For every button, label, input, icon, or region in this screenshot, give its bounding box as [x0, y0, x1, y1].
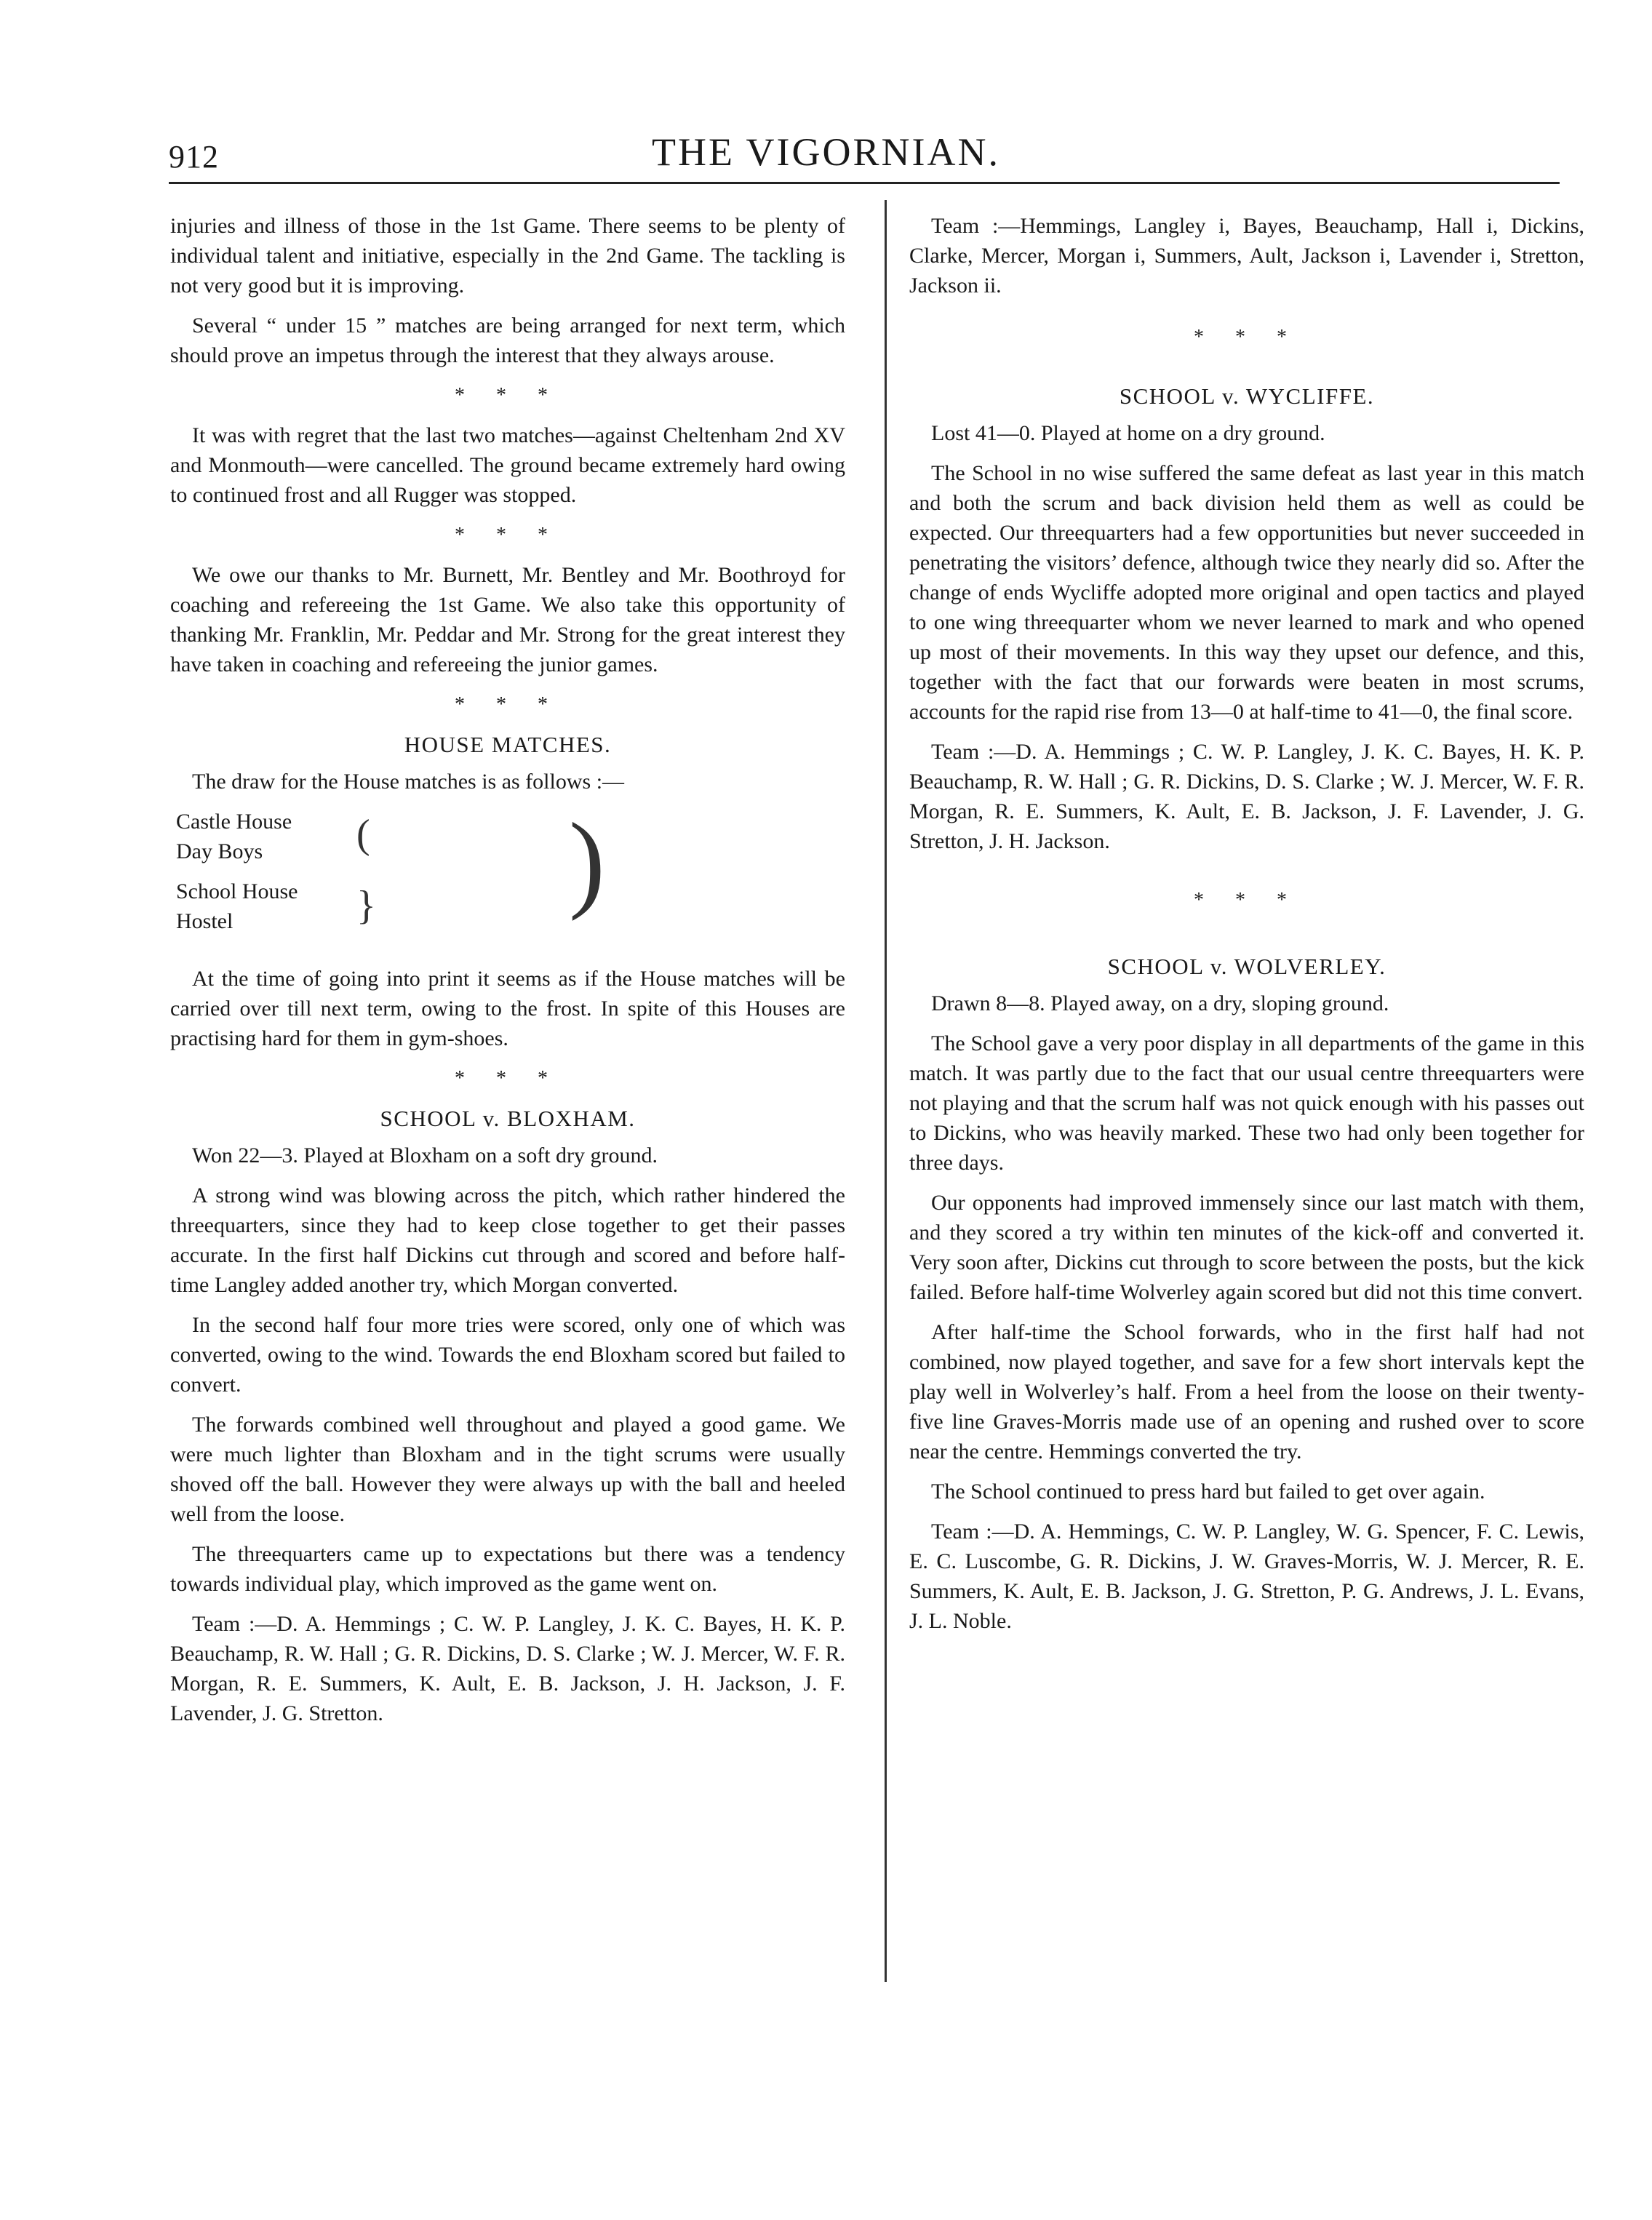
- paragraph: The draw for the House matches is as follows :—: [192, 770, 625, 794]
- header-rule: [169, 182, 1560, 184]
- section-separator: * * *: [455, 524, 561, 546]
- paragraph: The School gave a very poor display in all departments of the game in this match. It was partly due to the fact that our usual centre threequarters were not playing and that the scrum half was not quick enough with his passes out to Dickins, who was heavily marked. These two had only been together for three days.: [909, 1031, 1584, 1175]
- house-draw: [170, 801, 845, 945]
- match-result: Drawn 8—8. Played away, on a dry, sloping ground.: [931, 991, 1389, 1015]
- paragraph: Several “ under 15 ” matches are being arranged for next term, which should prove an impetus through the interest that they always arouse.: [170, 314, 845, 367]
- page-title: THE VIGORNIAN.: [652, 130, 1000, 174]
- match-result: Lost 41—0. Played at home on a dry ground.: [931, 421, 1325, 445]
- bracket-icon: (: [356, 812, 370, 857]
- paragraph: A strong wind was blowing across the pitch, which rather hindered the threequarters, since they had to keep close together to get their passes accurate. In the first half Dickins cut through and scored and before half-time Langley added another try, which Morgan converted.: [170, 1183, 845, 1297]
- right-column: [909, 211, 1584, 1646]
- paragraph: The threequarters came up to expectations but there was a tendency towards individual play, which improved as the game went on.: [170, 1542, 845, 1596]
- section-separator: * * *: [455, 384, 561, 407]
- team-list: Team :—D. A. Hemmings, C. W. P. Langley, W. G. Spencer, F. C. Lewis, E. C. Luscombe, G. R. Dickins, J. W. Graves-Morris, W. J. Mercer, R. E. Summers, K. Ault, E. B. Jackson, J. G. Stretton, P. G. Andrews, J. L. Evans, J. L. Noble.: [909, 1520, 1584, 1633]
- draw-entry: Castle House: [176, 810, 292, 834]
- paragraph: After half-time the School forwards, who in the first half had not combined, now played together, and save for a few short intervals kept the play well in Wolverley’s half. From a heel from the loose on their twenty-five line Graves-Morris made use of an opening and rushed over to score near the centre. Hemmings converted the try.: [909, 1320, 1584, 1464]
- paragraph: At the time of going into print it seems as if the House matches will be carried over till next term, owing to the frost. In spite of this Houses are practising hard for them in gym-shoes.: [170, 967, 845, 1050]
- paragraph: The School continued to press hard but failed to get over again.: [931, 1480, 1485, 1504]
- section-heading-bloxham: SCHOOL v. BLOXHAM.: [380, 1106, 636, 1131]
- left-column: [170, 211, 845, 1738]
- paragraph: The School in no wise suffered the same defeat as last year in this match and both the scrum and back division held them as well as could be expected. Our threequarters had a few opportunities but never succeeded in penetrating the visitors’ defence, although twice they nearly did so. After the change of ends Wycliffe adopted more original and open tactics and played to one wing threequarter whom we never learned to mark and who opened up most of their movements. In this way they upset our defence, and this, together with the fact that our forwards were beaten in most scrums, accounts for the rapid rise from 13—0 at half-time to 41—0, the final score.: [909, 461, 1584, 724]
- section-heading-house-matches: HOUSE MATCHES.: [404, 732, 612, 757]
- section-separator: * * *: [455, 693, 561, 716]
- page-number: 912: [169, 139, 219, 175]
- bracket-icon: ): [569, 801, 605, 922]
- bracket-icon: }: [356, 883, 376, 928]
- match-result: Won 22—3. Played at Bloxham on a soft dry ground.: [192, 1143, 658, 1167]
- team-list: Team :—D. A. Hemmings ; C. W. P. Langley, J. K. C. Bayes, H. K. P. Beauchamp, R. W. Hall ; G. R. Dickins, D. S. Clarke ; W. J. Mercer, W. F. R. Morgan, R. E. Summers, K. Ault, E. B. Jackson, J. H. Jackson, J. F. Lavender, J. G. Stretton.: [170, 1612, 845, 1725]
- draw-entry: School House: [176, 879, 298, 903]
- section-separator: * * *: [1194, 889, 1300, 911]
- team-list: Team :—Hemmings, Langley i, Bayes, Beauchamp, Hall i, Dickins, Clarke, Mercer, Morgan i, Summers, Ault, Jackson i, Lavender i, Stretton, Jackson ii.: [909, 214, 1584, 298]
- paragraph: In the second half four more tries were scored, only one of which was converted, owing to the wind. Towards the end Bloxham scored but failed to convert.: [170, 1313, 845, 1397]
- paragraph: The forwards combined well throughout and played a good game. We were much lighter than Bloxham and in the tight scrums were usually shoved off the ball. However they were always up with the ball and heeled well from the loose.: [170, 1413, 845, 1526]
- paragraph: It was with regret that the last two matches—against Cheltenham 2nd XV and Monmouth—were cancelled. The ground became extremely hard owing to continued frost and all Rugger was stopped.: [170, 423, 845, 507]
- paragraph: We owe our thanks to Mr. Burnett, Mr. Bentley and Mr. Boothroyd for coaching and refereeing the 1st Game. We also take this opportunity of thanking Mr. Franklin, Mr. Peddar and Mr. Strong for the great interest they have taken in coaching and refereeing the junior games.: [170, 563, 845, 676]
- draw-entry: Day Boys: [176, 839, 263, 863]
- section-heading-wolverley: SCHOOL v. WOLVERLEY.: [1107, 954, 1386, 979]
- section-heading-wycliffe: SCHOOL v. WYCLIFFE.: [1119, 383, 1375, 409]
- section-separator: * * *: [1194, 326, 1300, 348]
- draw-entry: Hostel: [176, 909, 234, 933]
- paragraph: Our opponents had improved immensely since our last match with them, and they scored a try within ten minutes of the kick-off and converted it. Very soon after, Dickins cut through to score between the posts, but the kick failed. Before half-time Wolverley again scored but did not this time convert.: [909, 1191, 1584, 1304]
- paragraph: injuries and illness of those in the 1st Game. There seems to be plenty of individual talent and initiative, especially in the 2nd Game. The tackling is not very good but it is improving.: [170, 214, 845, 298]
- column-divider: [885, 200, 887, 1982]
- section-separator: * * *: [455, 1067, 561, 1090]
- team-list: Team :—D. A. Hemmings ; C. W. P. Langley, J. K. C. Bayes, H. K. P. Beauchamp, R. W. Hall ; G. R. Dickins, D. S. Clarke ; W. J. Mercer, W. F. R. Morgan, R. E. Summers, K. Ault, E. B. Jackson, J. F. Lavender, J. G. Stretton, J. H. Jackson.: [909, 740, 1584, 853]
